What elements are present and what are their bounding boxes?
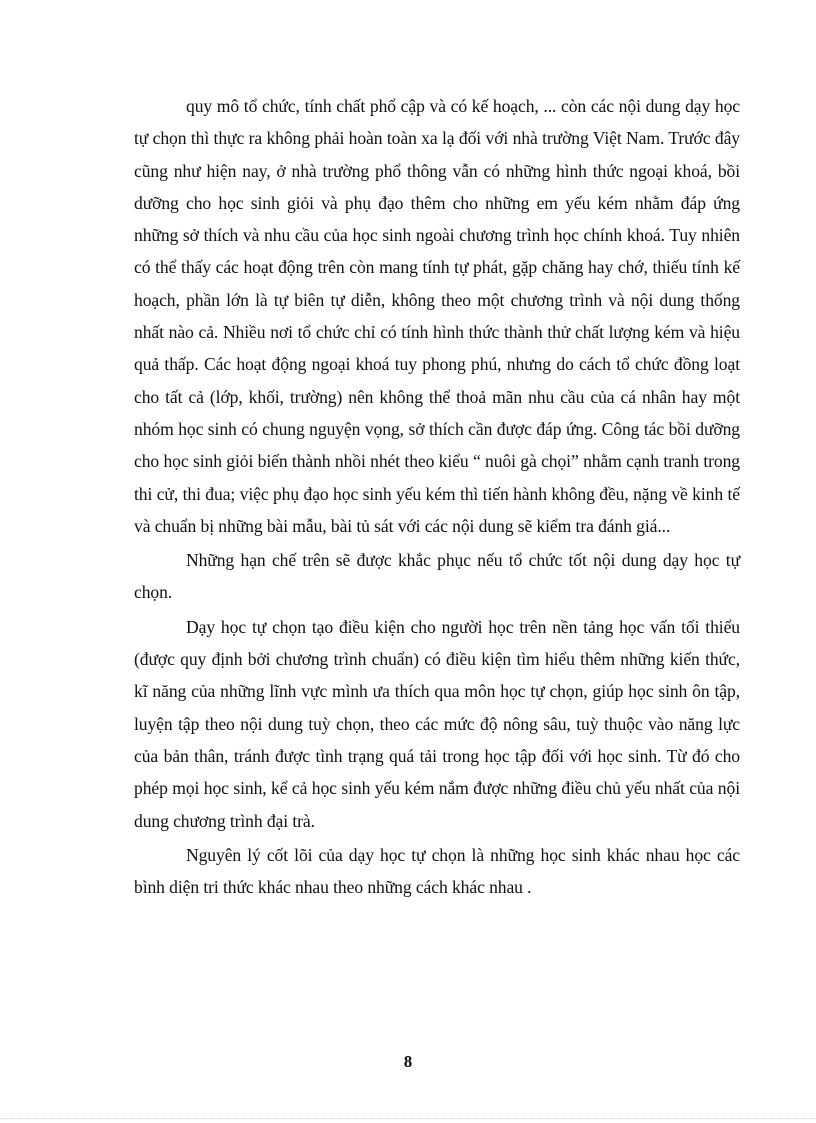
paragraph: quy mô tổ chức, tính chất phổ cập và có kế hoạch, ... còn các nội dung dạy học tự chọn thì thực ra không phải hoàn toàn xa lạ đối với nhà trường Việt Nam. Trước đây cũng như hiện nay, ở nhà trường phổ thông vẫn có những hình thức ngoại khoá, bồi dưỡng cho học sinh giỏi và phụ đạo thêm cho những em yếu kém nhằm đáp ứng những sở thích và nhu cầu của học sinh ngoài chương trình học chính khoá. Tuy nhiên có thể thấy các hoạt động trên còn mang tính tự phát, gặp chăng hay chớ, thiếu tính kế hoạch, phần lớn là tự biên tự diễn, không theo một chương trình và nội dung thống nhất nào cả. Nhiều nơi tổ chức chỉ có tính hình thức thành thử chất lượng kém và hiệu quả thấp. Các hoạt động ngoại khoá tuy phong phú, nhưng do cách tổ chức đồng loạt cho tất cả (lớp, khối, trường) nên không thể thoả mãn nhu cầu của cá nhân hay một nhóm học sinh có chung nguyện vọng, sở thích cần được đáp ứng. Công tác bồi dưỡng cho học sinh giỏi biến thành nhồi nhét theo kiểu “ nuôi gà chọi” nhằm cạnh tranh trong thi cử, thi đua; việc phụ đạo học sinh yếu kém thì tiến hành không đều, nặng về kinh tế và chuẩn bị những bài mẫu, bài tủ sát với các nội dung sẽ kiểm tra đánh giá...: [134, 96, 740, 536]
page-number: 8: [403, 1052, 413, 1071]
page-bottom-divider: [0, 1118, 816, 1119]
page-body: [134, 90, 740, 903]
paragraph: Những hạn chế trên sẽ được khắc phục nếu tổ chức tốt nội dung dạy học tự chọn.: [134, 550, 740, 603]
paragraph: Dạy học tự chọn tạo điều kiện cho người học trên nền tảng học vấn tối thiểu (được quy định bởi chương trình chuẩn) có điều kiện tìm hiểu thêm những kiến thức, kĩ năng của những lĩnh vực mình ưa thích qua môn học tự chọn, giúp học sinh ôn tập, luyện tập theo nội dung tuỳ chọn, theo các mức độ nông sâu, tuỳ thuộc vào năng lực của bản thân, tránh được tình trạng quá tải trong học tập đối với học sinh. Từ đó cho phép mọi học sinh, kể cả học sinh yếu kém nắm được những điều chủ yếu nhất của nội dung chương trình đại trà.: [134, 616, 740, 831]
paragraph: Nguyên lý cốt lõi của dạy học tự chọn là những học sinh khác nhau học các bình diện tri thức khác nhau theo những cách khác nhau .: [134, 844, 740, 898]
